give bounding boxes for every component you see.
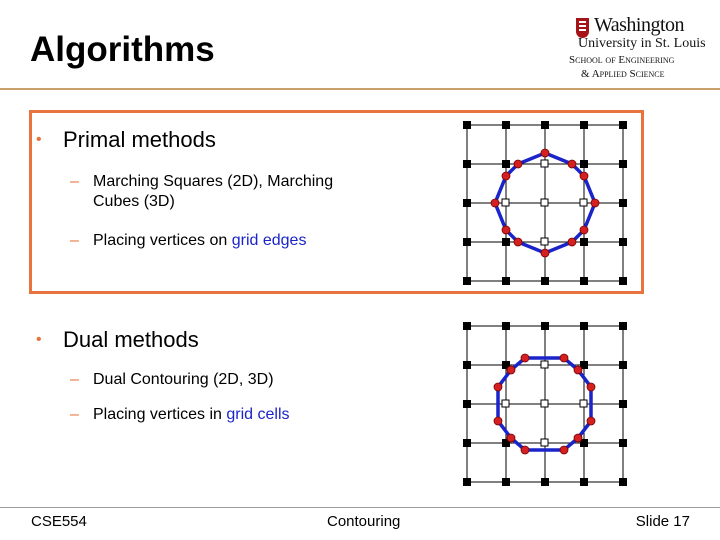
- dash-icon: –: [70, 232, 79, 249]
- primal-item-1: [70, 172, 383, 212]
- dual-item-2-prefix: Placing vertices in: [93, 406, 227, 423]
- primal-item-2-prefix: Placing vertices on: [93, 232, 232, 249]
- dual-grid-diagram: [455, 316, 635, 496]
- primal-heading-text: Primal methods: [63, 127, 216, 152]
- footer-course: CSE554: [31, 513, 87, 530]
- primal-item-2: [70, 231, 307, 251]
- dual-item-2: [70, 405, 290, 425]
- shield-icon: [576, 18, 589, 38]
- primal-grid-diagram: [455, 115, 635, 295]
- logo-line-3: School of Engineering: [569, 54, 675, 66]
- dash-icon: –: [70, 406, 79, 423]
- logo-line-4: & Applied Science: [581, 68, 665, 80]
- university-logo: [566, 14, 706, 82]
- dual-item-2-highlight: grid cells: [226, 406, 290, 423]
- dual-heading: [36, 327, 199, 353]
- dual-heading-text: Dual methods: [63, 327, 199, 352]
- logo-line-2: University in St. Louis: [578, 36, 706, 51]
- logo-line-1: Washington: [594, 14, 685, 36]
- bullet-icon: •: [36, 131, 42, 148]
- dash-icon: –: [70, 173, 79, 190]
- primal-item-1-text: Marching Squares (2D), Marching Cubes (3D): [93, 173, 334, 210]
- dual-item-1-text: Dual Contouring (2D, 3D): [93, 371, 274, 388]
- footer-topic: Contouring: [327, 513, 401, 530]
- primal-heading: [36, 127, 216, 153]
- dual-item-1: [70, 370, 274, 390]
- primal-item-2-highlight: grid edges: [231, 232, 307, 249]
- dash-icon: –: [70, 371, 79, 388]
- bullet-icon: •: [36, 331, 42, 348]
- slide-title: Algorithms: [30, 30, 215, 69]
- footer-slide-number: Slide 17: [635, 513, 690, 530]
- header-divider: [0, 88, 720, 90]
- footer-divider: [0, 507, 720, 508]
